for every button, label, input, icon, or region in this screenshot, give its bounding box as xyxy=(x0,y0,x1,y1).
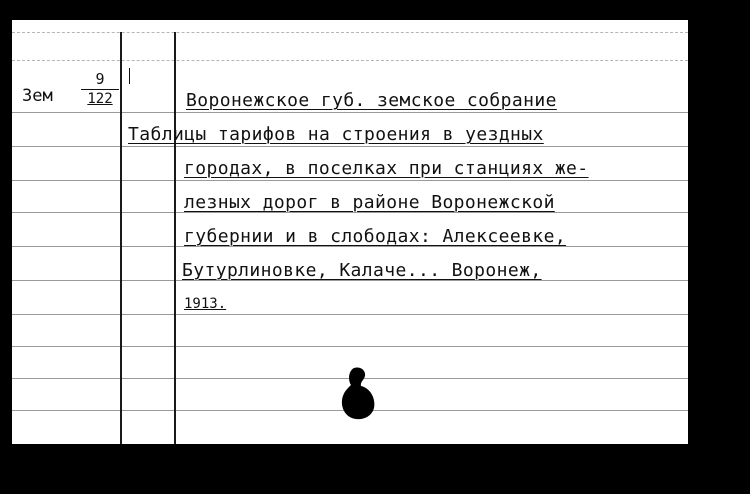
rule-line xyxy=(12,314,688,315)
shelfmark-denominator: 122 xyxy=(87,91,113,107)
pencil-tick xyxy=(129,68,130,84)
rule-line xyxy=(12,60,688,62)
entry-line-6: Бутурлиновке, Калаче... Воронеж, xyxy=(182,260,542,281)
entry-line-4: лезных дорог в районе Воронежской xyxy=(184,192,555,213)
catalog-card xyxy=(12,20,688,444)
shelfmark-numerator: 9 xyxy=(95,70,105,88)
entry-year: 1913. xyxy=(184,296,227,312)
shelfmark-prefix: Зем xyxy=(22,86,53,106)
entry-line-3: городах, в поселках при станциях же- xyxy=(184,158,589,179)
ink-blot xyxy=(340,366,376,420)
entry-line-1: Воронежское губ. земское собрание xyxy=(186,90,557,111)
rule-line xyxy=(12,146,688,147)
inner-margin-line xyxy=(174,32,176,444)
rule-line xyxy=(12,346,688,347)
rule-line xyxy=(12,32,688,34)
fraction-bar xyxy=(81,89,119,90)
entry-line-5: губернии и в слободах: Алексеевке, xyxy=(184,226,567,247)
rule-line xyxy=(12,180,688,181)
shelfmark-fraction xyxy=(78,70,122,107)
rule-line xyxy=(12,112,688,113)
entry-line-2: Таблицы тарифов на строения в уездных xyxy=(128,124,544,145)
